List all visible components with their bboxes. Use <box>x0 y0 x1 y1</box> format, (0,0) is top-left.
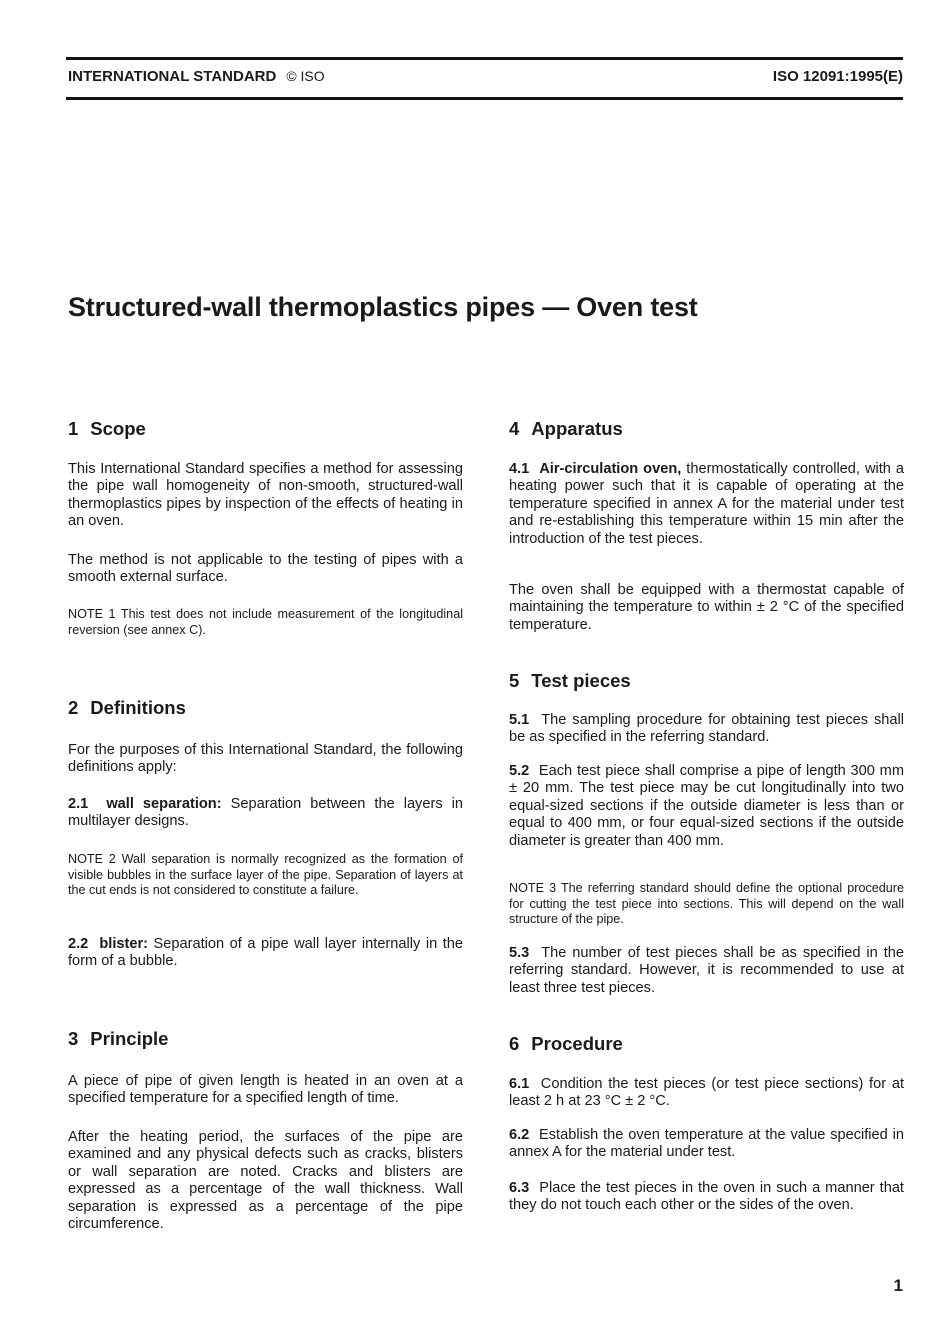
definitions-intro: For the purposes of this International Standard, the following definitions apply: <box>68 742 463 776</box>
header-standard-label: INTERNATIONAL STANDARD <box>68 68 277 85</box>
clause-text: Establish the oven temperature at the value specified in annex A for the material under test. <box>509 1127 905 1161</box>
section-number: 1 <box>68 418 79 439</box>
section-1-heading <box>68 420 146 437</box>
note-3: NOTE 3 The referring standard should define the optional procedure for cutting the test piece into sections. This will depend on the wall structure of the pipe. <box>509 881 904 927</box>
clause-text: Place the test pieces in the oven in such a manner that they do not touch each other or the sides of the oven. <box>509 1180 904 1214</box>
apparatus-paragraph-2: The oven shall be equipped with a thermostat capable of maintaining the temperature to within ± 2 °C of the specified temperature. <box>509 582 904 633</box>
clause-number: 5.1 <box>509 712 530 728</box>
principle-paragraph-1: A piece of pipe of given length is heated in an oven at a specified temperature for a specified length of time. <box>68 1073 463 1107</box>
clause-number: 2.1 <box>68 796 89 812</box>
section-title: Procedure <box>531 1033 623 1054</box>
term: wall separation: <box>106 796 222 812</box>
clause-text: The number of test pieces shall be as specified in the referring standard. However, it is recommended to use at least three test pieces. <box>509 945 904 996</box>
header-rule-top <box>66 57 903 60</box>
clause-6-2 <box>509 1127 904 1162</box>
section-4-heading <box>509 420 623 437</box>
header-copyright: © ISO <box>286 68 325 84</box>
clause-number: 6.2 <box>509 1127 530 1143</box>
definition-2-2 <box>68 936 463 971</box>
section-number: 4 <box>509 418 520 439</box>
section-number: 3 <box>68 1028 79 1049</box>
section-3-heading <box>68 1030 168 1047</box>
clause-number: 6.3 <box>509 1180 530 1196</box>
clause-5-3 <box>509 945 904 997</box>
section-title: Scope <box>90 418 146 439</box>
scope-paragraph-1: This International Standard specifies a method for assessing the pipe wall homogeneity of non-smooth, structured-wall thermoplastics pipes by inspection of the effects of heating in an oven. <box>68 461 463 530</box>
note-2: NOTE 2 Wall separation is normally recognized as the formation of visible bubbles in the surface layer of the pipe. Separation of layers at the cut ends is not considered to constitute a failure. <box>68 852 463 898</box>
clause-number: 6.1 <box>509 1076 530 1092</box>
note-1: NOTE 1 This test does not include measurement of the longitudinal reversion (see annex C). <box>68 607 463 637</box>
header-left <box>68 68 325 85</box>
section-5-heading <box>509 672 631 689</box>
section-title: Test pieces <box>531 670 631 691</box>
clause-number: 5.2 <box>509 763 530 779</box>
section-6-heading <box>509 1035 623 1052</box>
clause-number: 5.3 <box>509 945 530 961</box>
section-title: Principle <box>90 1028 169 1049</box>
clause-4-1 <box>509 461 904 548</box>
section-title: Apparatus <box>531 418 623 439</box>
clause-5-1 <box>509 712 904 747</box>
clause-text: Each test piece shall comprise a pipe of length 300 mm ± 20 mm. The test piece may be cut longitudinally into two equal-sized sections if the outside diameter is less than or equal to 400 mm, or four equal-sized sections if the outside diameter is greater than 400 mm. <box>509 763 904 849</box>
section-number: 5 <box>509 670 520 691</box>
definition-text: Separation between the layers in multilayer designs. <box>68 796 464 830</box>
clause-5-2 <box>509 763 904 850</box>
clause-text: The sampling procedure for obtaining test pieces shall be as specified in the referring standard. <box>509 712 905 746</box>
clause-text: Condition the test pieces (or test piece sections) for at least 2 h at 23 °C ± 2 °C. <box>509 1076 905 1110</box>
clause-6-3 <box>509 1180 904 1215</box>
definition-text: Separation of a pipe wall layer internally in the form of a bubble. <box>68 936 463 970</box>
page-number: 1 <box>893 1276 903 1295</box>
clause-6-1 <box>509 1076 904 1111</box>
scope-paragraph-2: The method is not applicable to the testing of pipes with a smooth external surface. <box>68 552 463 586</box>
clause-text: thermostatically controlled, with a heating power such that it is capable of operating at the temperature specified in annex A for the material under test and re-establishing this temperature within 15 min after the introduction of the test pieces. <box>509 461 904 547</box>
term: Air-circulation oven, <box>539 461 682 477</box>
section-number: 2 <box>68 697 79 718</box>
clause-number: 4.1 <box>509 461 530 477</box>
term: blister: <box>99 936 148 952</box>
document-title: Structured-wall thermoplastics pipes — Oven test <box>68 292 698 322</box>
definition-2-1 <box>68 796 463 831</box>
principle-paragraph-2: After the heating period, the surfaces of the pipe are examined and any physical defects such as cracks, blisters or wall separation are noted. Cracks and blisters are expressed as a percentage of the wall thickness. Wall separation is expressed as a percentage of the pipe circumference. <box>68 1129 463 1233</box>
section-title: Definitions <box>90 697 186 718</box>
section-number: 6 <box>509 1033 520 1054</box>
section-2-heading <box>68 699 186 716</box>
header-document-number: ISO 12091:1995(E) <box>772 68 903 85</box>
header-rule-bottom <box>66 97 903 100</box>
clause-number: 2.2 <box>68 936 89 952</box>
